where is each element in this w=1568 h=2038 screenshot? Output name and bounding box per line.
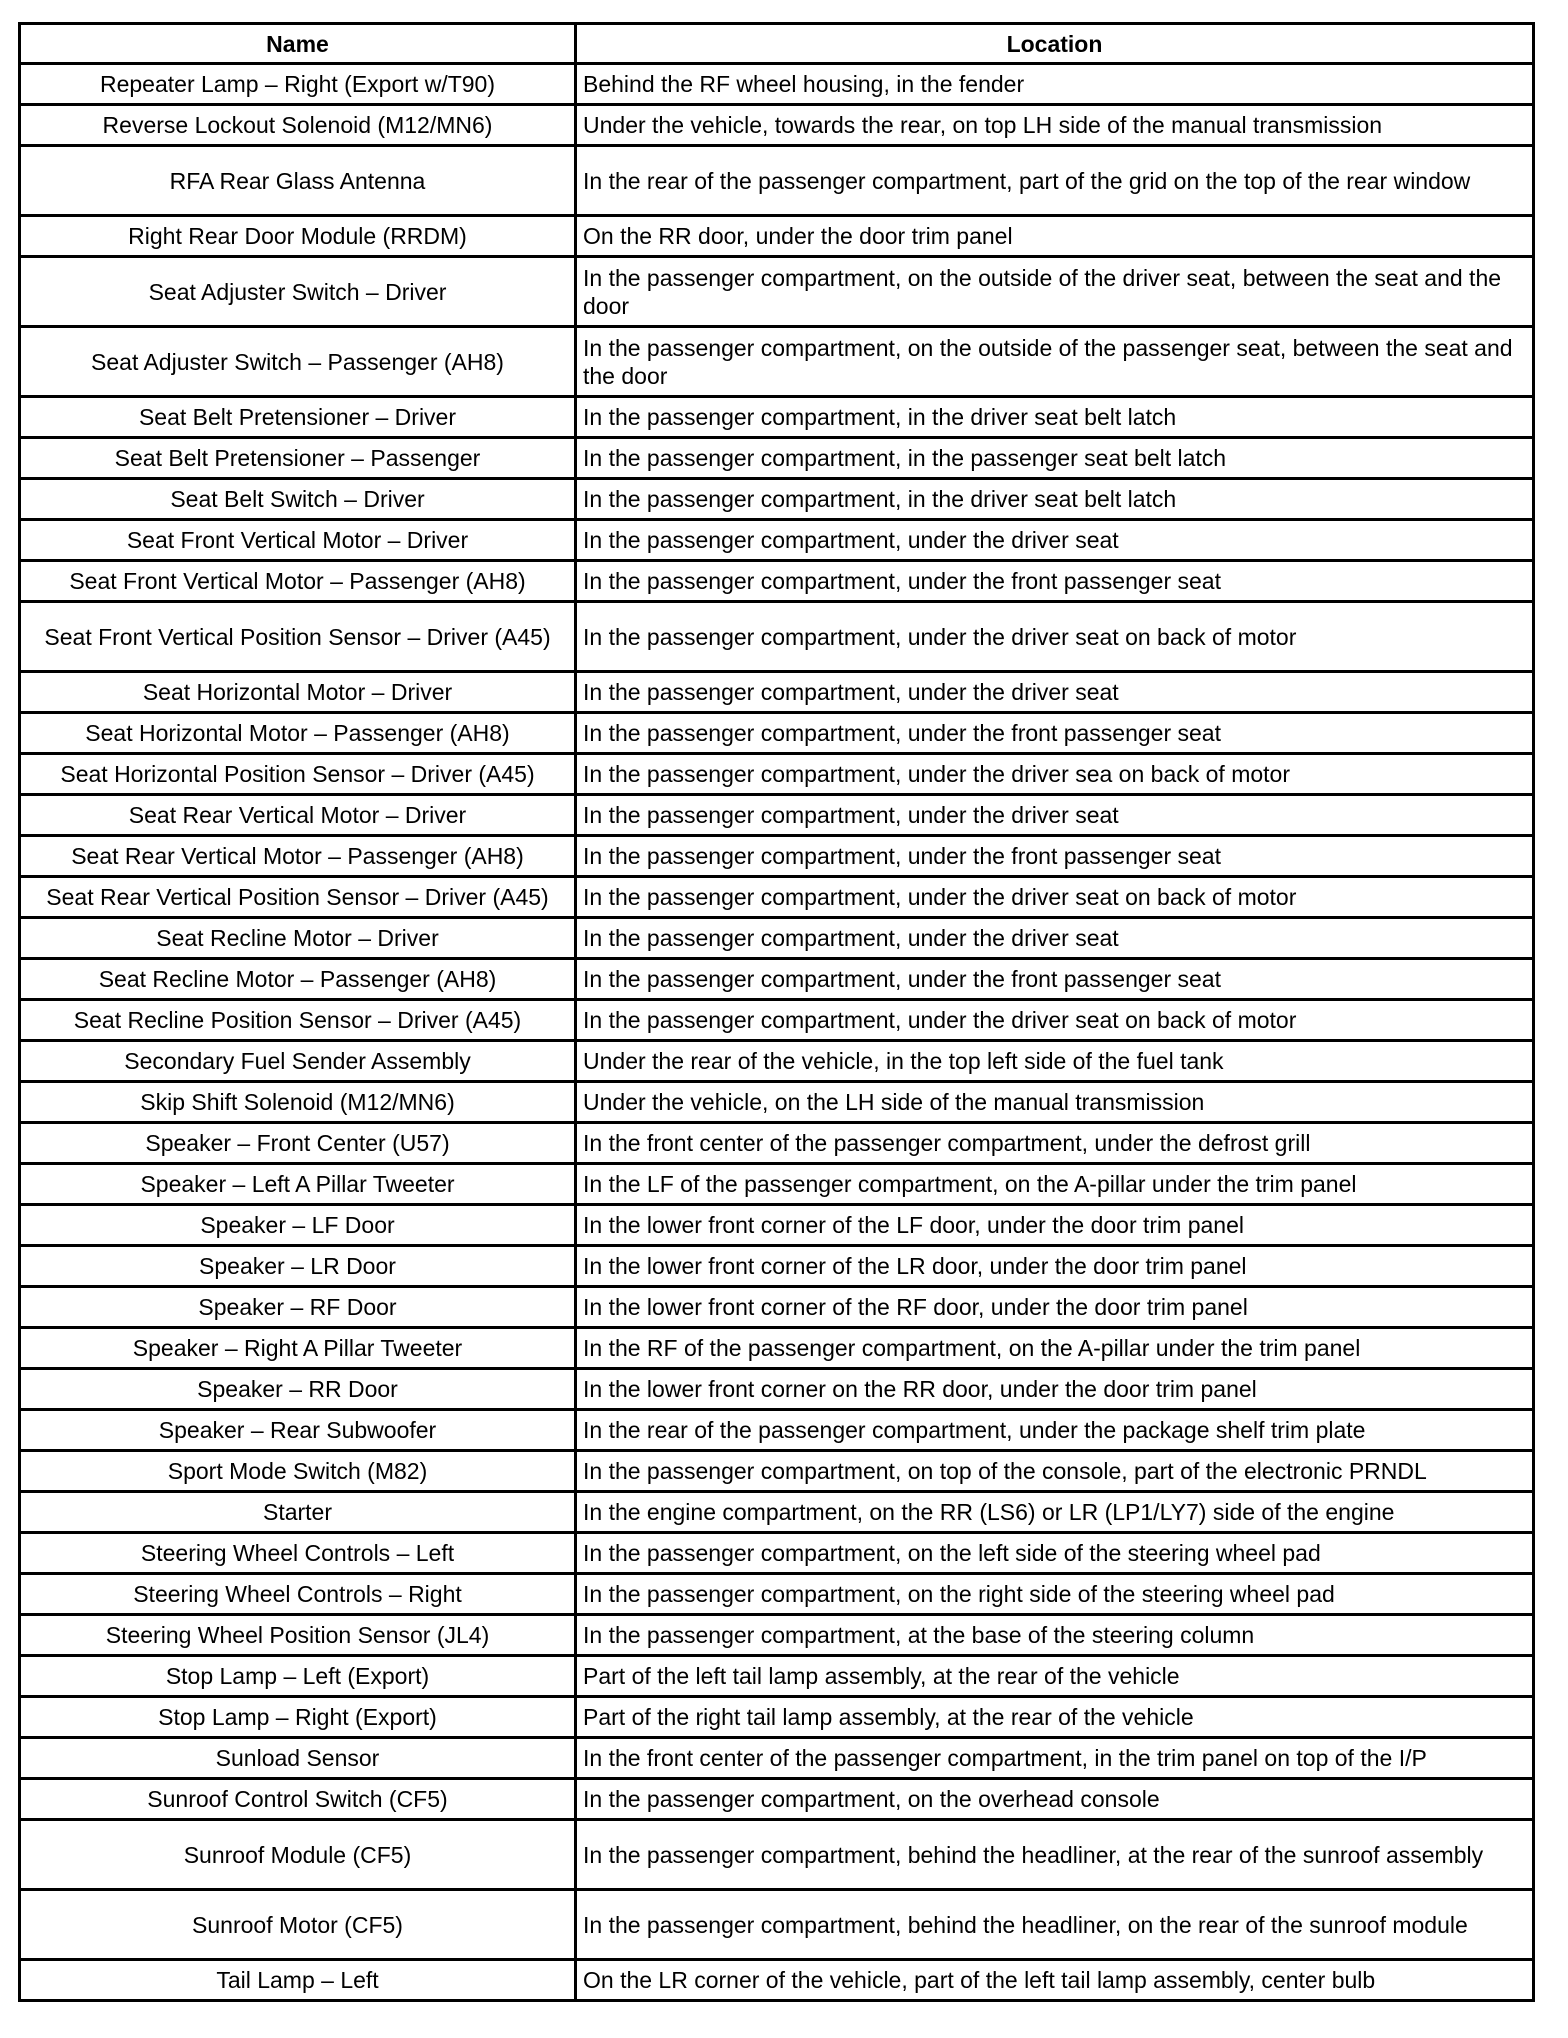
component-name: Reverse Lockout Solenoid (M12/MN6) <box>20 105 576 146</box>
table-row <box>20 397 1534 438</box>
table-row <box>20 1451 1534 1492</box>
component-location: In the LF of the passenger compartment, on the A-pillar under the trim panel <box>576 1164 1534 1205</box>
component-name: Seat Recline Motor – Driver <box>20 918 576 959</box>
table-row <box>20 1533 1534 1574</box>
component-name: Speaker – Right A Pillar Tweeter <box>20 1328 576 1369</box>
component-name: Seat Adjuster Switch – Driver <box>20 257 576 327</box>
table-row <box>20 1410 1534 1451</box>
component-location: In the front center of the passenger compartment, in the trim panel on top of the I/P <box>576 1738 1534 1779</box>
table-row <box>20 257 1534 327</box>
table-row <box>20 918 1534 959</box>
component-location: In the passenger compartment, under the driver seat <box>576 795 1534 836</box>
table-row <box>20 146 1534 216</box>
component-name: Speaker – Front Center (U57) <box>20 1123 576 1164</box>
component-location: In the engine compartment, on the RR (LS6) or LR (LP1/LY7) side of the engine <box>576 1492 1534 1533</box>
table-row <box>20 1082 1534 1123</box>
component-location: In the lower front corner of the LR door, under the door trim panel <box>576 1246 1534 1287</box>
component-name: Sport Mode Switch (M82) <box>20 1451 576 1492</box>
component-location: In the passenger compartment, on the right side of the steering wheel pad <box>576 1574 1534 1615</box>
table-row <box>20 327 1534 397</box>
component-name: Speaker – RF Door <box>20 1287 576 1328</box>
component-location: On the LR corner of the vehicle, part of the left tail lamp assembly, center bulb <box>576 1960 1534 2001</box>
component-name: Tail Lamp – Left <box>20 1960 576 2001</box>
component-name: Seat Front Vertical Position Sensor – Driver (A45) <box>20 602 576 672</box>
table-row <box>20 1960 1534 2001</box>
component-location: In the passenger compartment, on the outside of the driver seat, between the seat and the door <box>576 257 1534 327</box>
table-row <box>20 836 1534 877</box>
table-row <box>20 1890 1534 1960</box>
table-row <box>20 1328 1534 1369</box>
component-name: Seat Recline Position Sensor – Driver (A45) <box>20 1000 576 1041</box>
component-location: In the RF of the passenger compartment, on the A-pillar under the trim panel <box>576 1328 1534 1369</box>
component-location: In the passenger compartment, under the driver seat on back of motor <box>576 602 1534 672</box>
component-location: In the passenger compartment, under the front passenger seat <box>576 713 1534 754</box>
component-location: Under the rear of the vehicle, in the top left side of the fuel tank <box>576 1041 1534 1082</box>
component-location-sheet <box>18 22 1532 2002</box>
table-row <box>20 1492 1534 1533</box>
table-row <box>20 520 1534 561</box>
component-name: Skip Shift Solenoid (M12/MN6) <box>20 1082 576 1123</box>
component-name: Seat Rear Vertical Motor – Passenger (AH8) <box>20 836 576 877</box>
component-name: Seat Front Vertical Motor – Passenger (AH8) <box>20 561 576 602</box>
table-row <box>20 1164 1534 1205</box>
column-header-name: Name <box>20 24 576 64</box>
component-location: In the rear of the passenger compartment, under the package shelf trim plate <box>576 1410 1534 1451</box>
component-location: Under the vehicle, towards the rear, on top LH side of the manual transmission <box>576 105 1534 146</box>
component-location: In the passenger compartment, in the driver seat belt latch <box>576 397 1534 438</box>
component-location: In the rear of the passenger compartment, part of the grid on the top of the rear window <box>576 146 1534 216</box>
table-row <box>20 1369 1534 1410</box>
table-row <box>20 105 1534 146</box>
table-row <box>20 1000 1534 1041</box>
component-location: Part of the right tail lamp assembly, at the rear of the vehicle <box>576 1697 1534 1738</box>
component-name: Steering Wheel Controls – Right <box>20 1574 576 1615</box>
component-location: In the passenger compartment, behind the headliner, at the rear of the sunroof assembly <box>576 1820 1534 1890</box>
table-row <box>20 1205 1534 1246</box>
component-location: In the lower front corner of the RF door, under the door trim panel <box>576 1287 1534 1328</box>
component-location: In the passenger compartment, under the front passenger seat <box>576 561 1534 602</box>
component-location: In the passenger compartment, on the overhead console <box>576 1779 1534 1820</box>
table-row <box>20 959 1534 1000</box>
table-row <box>20 1246 1534 1287</box>
component-name: Speaker – RR Door <box>20 1369 576 1410</box>
component-name: Seat Recline Motor – Passenger (AH8) <box>20 959 576 1000</box>
table-row <box>20 1779 1534 1820</box>
table-row <box>20 672 1534 713</box>
table-row <box>20 216 1534 257</box>
table-row <box>20 1820 1534 1890</box>
component-name: Seat Rear Vertical Motor – Driver <box>20 795 576 836</box>
component-location: In the passenger compartment, on the left side of the steering wheel pad <box>576 1533 1534 1574</box>
component-name: Sunroof Control Switch (CF5) <box>20 1779 576 1820</box>
component-location: In the passenger compartment, under the driver sea on back of motor <box>576 754 1534 795</box>
component-name: Speaker – LR Door <box>20 1246 576 1287</box>
component-name: Sunload Sensor <box>20 1738 576 1779</box>
table-row <box>20 1123 1534 1164</box>
component-name: Steering Wheel Controls – Left <box>20 1533 576 1574</box>
table-row <box>20 1574 1534 1615</box>
component-name: Seat Adjuster Switch – Passenger (AH8) <box>20 327 576 397</box>
component-location: In the lower front corner on the RR door, under the door trim panel <box>576 1369 1534 1410</box>
component-name: Speaker – LF Door <box>20 1205 576 1246</box>
component-location: In the passenger compartment, under the front passenger seat <box>576 836 1534 877</box>
component-name: Starter <box>20 1492 576 1533</box>
component-name: Speaker – Left A Pillar Tweeter <box>20 1164 576 1205</box>
component-name: Seat Belt Pretensioner – Driver <box>20 397 576 438</box>
table-row <box>20 1697 1534 1738</box>
component-location: In the passenger compartment, on the outside of the passenger seat, between the seat and the door <box>576 327 1534 397</box>
table-row <box>20 1656 1534 1697</box>
table-row <box>20 1287 1534 1328</box>
component-name: Stop Lamp – Left (Export) <box>20 1656 576 1697</box>
component-name: Sunroof Module (CF5) <box>20 1820 576 1890</box>
table-row <box>20 1615 1534 1656</box>
table-row <box>20 754 1534 795</box>
table-row <box>20 1041 1534 1082</box>
table-row <box>20 795 1534 836</box>
component-location: In the passenger compartment, under the driver seat on back of motor <box>576 1000 1534 1041</box>
table-row <box>20 561 1534 602</box>
component-name: Stop Lamp – Right (Export) <box>20 1697 576 1738</box>
component-location: In the passenger compartment, in the passenger seat belt latch <box>576 438 1534 479</box>
component-name: Seat Belt Pretensioner – Passenger <box>20 438 576 479</box>
table-row <box>20 479 1534 520</box>
component-location: In the passenger compartment, under the driver seat <box>576 918 1534 959</box>
component-name: Right Rear Door Module (RRDM) <box>20 216 576 257</box>
component-location: In the passenger compartment, under the driver seat <box>576 672 1534 713</box>
component-name: Steering Wheel Position Sensor (JL4) <box>20 1615 576 1656</box>
component-location: Under the vehicle, on the LH side of the manual transmission <box>576 1082 1534 1123</box>
component-location: In the passenger compartment, under the driver seat on back of motor <box>576 877 1534 918</box>
component-location: Part of the left tail lamp assembly, at the rear of the vehicle <box>576 1656 1534 1697</box>
component-name: Sunroof Motor (CF5) <box>20 1890 576 1960</box>
component-name: RFA Rear Glass Antenna <box>20 146 576 216</box>
component-name: Seat Rear Vertical Position Sensor – Driver (A45) <box>20 877 576 918</box>
component-name: Speaker – Rear Subwoofer <box>20 1410 576 1451</box>
table-header-row <box>20 24 1534 64</box>
table-row <box>20 1738 1534 1779</box>
table-row <box>20 877 1534 918</box>
component-location: In the passenger compartment, behind the headliner, on the rear of the sunroof module <box>576 1890 1534 1960</box>
component-location: In the passenger compartment, on top of the console, part of the electronic PRNDL <box>576 1451 1534 1492</box>
component-location: In the lower front corner of the LF door, under the door trim panel <box>576 1205 1534 1246</box>
component-location: In the front center of the passenger compartment, under the defrost grill <box>576 1123 1534 1164</box>
component-name: Seat Horizontal Motor – Driver <box>20 672 576 713</box>
component-location: On the RR door, under the door trim panel <box>576 216 1534 257</box>
component-location: In the passenger compartment, under the driver seat <box>576 520 1534 561</box>
table-row <box>20 713 1534 754</box>
component-location-table <box>18 22 1535 2002</box>
table-row <box>20 602 1534 672</box>
component-name: Seat Belt Switch – Driver <box>20 479 576 520</box>
table-row <box>20 438 1534 479</box>
component-location: Behind the RF wheel housing, in the fender <box>576 64 1534 105</box>
component-name: Secondary Fuel Sender Assembly <box>20 1041 576 1082</box>
component-name: Repeater Lamp – Right (Export w/T90) <box>20 64 576 105</box>
component-name: Seat Horizontal Motor – Passenger (AH8) <box>20 713 576 754</box>
component-location: In the passenger compartment, in the driver seat belt latch <box>576 479 1534 520</box>
component-name: Seat Front Vertical Motor – Driver <box>20 520 576 561</box>
component-location: In the passenger compartment, at the base of the steering column <box>576 1615 1534 1656</box>
component-location: In the passenger compartment, under the front passenger seat <box>576 959 1534 1000</box>
table-row <box>20 64 1534 105</box>
component-name: Seat Horizontal Position Sensor – Driver (A45) <box>20 754 576 795</box>
column-header-location: Location <box>576 24 1534 64</box>
